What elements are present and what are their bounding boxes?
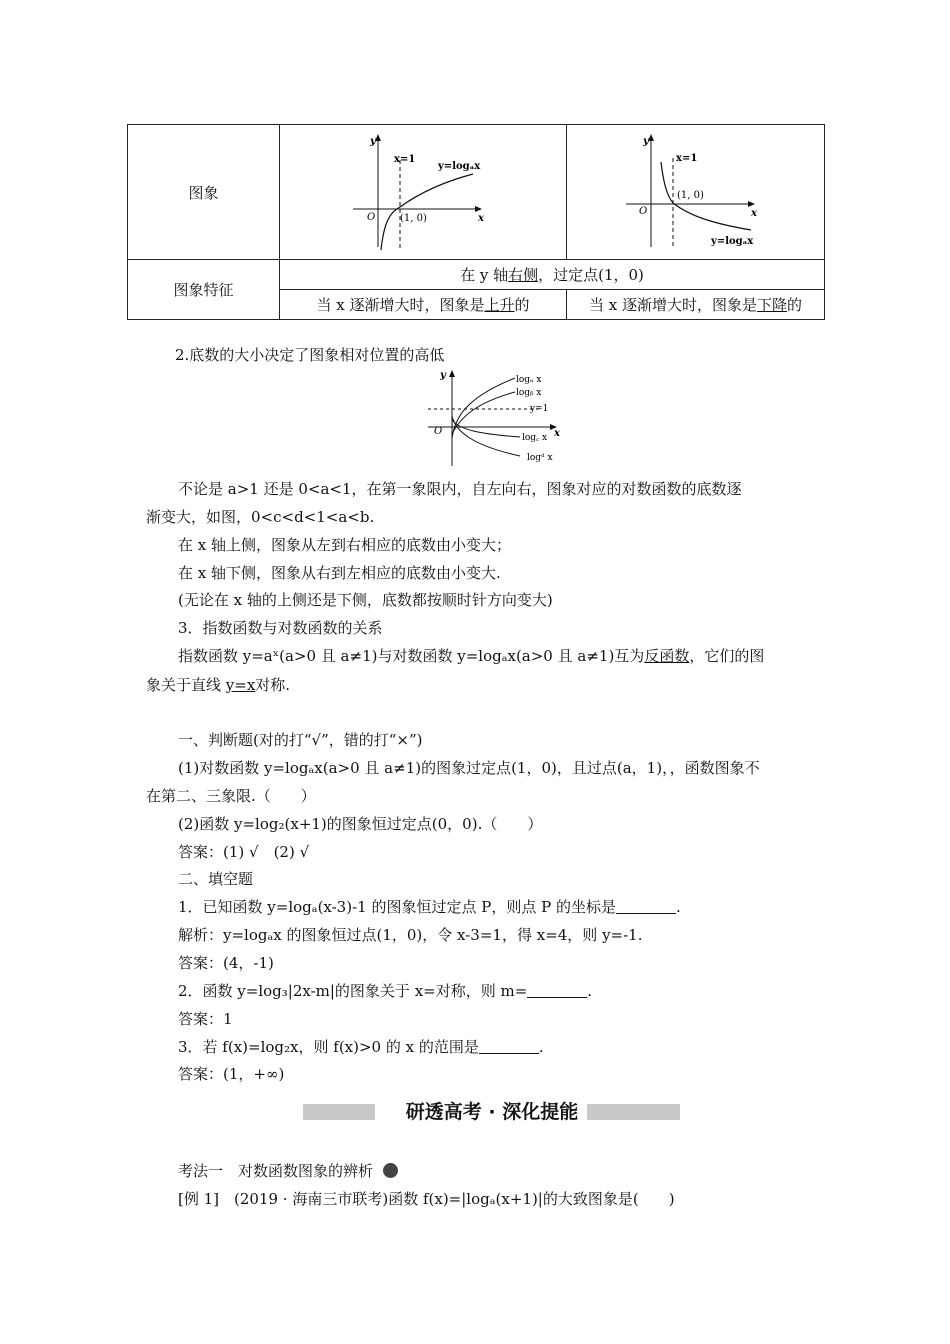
svg-text:logᵈ x: logᵈ x [527, 453, 553, 463]
svg-text:x=1: x=1 [675, 153, 697, 164]
row-label-feature: 图象特征 [128, 260, 280, 320]
increasing-log-graph [348, 132, 498, 252]
answer-blank [527, 983, 587, 998]
fill-title: 二、填空题 [178, 870, 254, 888]
svg-text:x: x [554, 428, 560, 439]
fill-q1: 1．已知函数 y=logₐ(x-3)-1 的图象恒过定点 P，则点 P 的坐标是 . [178, 898, 681, 916]
paragraph-1: 不论是 a>1 还是 0<a<1，在第一象限内，自左向右，图象对应的对数函数的底数逐 [178, 480, 742, 498]
fill-q3: 3．若 f(x)=log₂x，则 f(x)>0 的 x 的范围是 . [178, 1038, 544, 1056]
svg-text:y: y [370, 136, 376, 147]
graph-decreasing-cell [567, 125, 825, 260]
paragraph-4: (无论在 x 轴的上侧还是下侧，底数都按顺时针方向变大) [178, 591, 553, 609]
section2-title: 2.底数的大小决定了图象相对位置的高低 [175, 346, 445, 364]
fill-q2-answer: 答案：1 [178, 1010, 233, 1028]
svg-text:logₐ x: logₐ x [516, 375, 542, 385]
section-banner [303, 1099, 680, 1125]
svg-text:log꜀ x: log꜀ x [522, 433, 548, 443]
common-feature: 在 y 轴右侧，过定点(1，0) [280, 260, 825, 290]
paragraph-1b: 渐变大，如图，0<c<d<1<a<b. [146, 508, 375, 526]
fill-q3-answer: 答案：(1，+∞) [178, 1065, 285, 1083]
svg-text:y: y [642, 136, 649, 147]
fill-q1-answer: 答案：(4，-1) [178, 954, 274, 972]
section3-paragraph-2: 象关于直线 y=x对称. [146, 676, 291, 694]
svg-text:x: x [478, 213, 484, 224]
svg-text:O: O [638, 206, 647, 217]
judge-title: 一、判断题(对的打“√”，错的打“×”) [178, 731, 423, 749]
paragraph-3: 在 x 轴下侧，图象从右到左相应的底数由小变大. [178, 564, 501, 582]
svg-text:y: y [440, 370, 446, 381]
svg-text:x: x [750, 208, 757, 219]
banner-bar-left [303, 1104, 375, 1120]
decreasing-feature: 当 x 逐渐增大时，图象是下降的 [567, 290, 825, 320]
judge-q1a: (1)对数函数 y=logₐx(a>0 且 a≠1)的图象过定点(1，0)，且过点(a，1)，，函数图象不 [178, 759, 760, 777]
answer-blank [479, 1039, 539, 1054]
base-comparison-figure [420, 368, 565, 468]
fill-q2: 2．函数 y=log₃|2x-m|的图象关于 x=对称，则 m= . [178, 982, 593, 1000]
svg-text:x=1: x=1 [394, 154, 416, 165]
svg-text:(1, 0): (1, 0) [676, 190, 704, 201]
answer-blank [616, 899, 676, 914]
paragraph-2: 在 x 轴上侧，图象从左到右相应的底数由小变大； [178, 536, 511, 554]
section3-paragraph-1: 指数函数 y=aˣ(a>0 且 a≠1)与对数函数 y=logₐx(a>0 且 a≠1)互为反函数，它们的图 [178, 647, 765, 665]
method-title: 考法一 对数函数图象的辨析 [178, 1160, 398, 1182]
svg-text:O: O [367, 212, 376, 223]
section3-title: 3．指数函数与对数函数的关系 [178, 619, 383, 637]
graph-increasing-cell [280, 125, 567, 260]
svg-text:y=logₐx: y=logₐx [710, 236, 753, 247]
svg-text:y=logₐx: y=logₐx [438, 161, 481, 172]
increasing-feature: 当 x 逐渐增大时，图象是上升的 [280, 290, 567, 320]
svg-text:O: O [434, 426, 443, 437]
judge-q2: (2)函数 y=log₂(x+1)的图象恒过定点(0，0).（ ） [178, 815, 543, 833]
svg-text:y=1: y=1 [530, 404, 549, 414]
bullet-dot-icon [383, 1163, 398, 1178]
banner-bar-right [587, 1104, 680, 1120]
decreasing-log-graph [621, 132, 771, 252]
banner-title: 研透高考 · 深化提能 [405, 1101, 579, 1123]
svg-text:(1, 0): (1, 0) [400, 213, 427, 224]
judge-q1b: 在第二、三象限.（ ） [146, 787, 316, 805]
judge-answer: 答案：(1) √ (2) √ [178, 843, 310, 861]
fill-q1-solution: 解析：y=logₐx 的图象恒过点(1，0)，令 x-3=1，得 x=4，则 y=-1. [178, 926, 643, 944]
log-graph-table [127, 124, 825, 320]
svg-text:logᵦ x: logᵦ x [516, 388, 542, 398]
example-1: [例 1] (2019 · 海南三市联考)函数 f(x)=|logₐ(x+1)|的大致图象是( ) [178, 1190, 675, 1208]
row-label-graph: 图象 [128, 125, 280, 260]
